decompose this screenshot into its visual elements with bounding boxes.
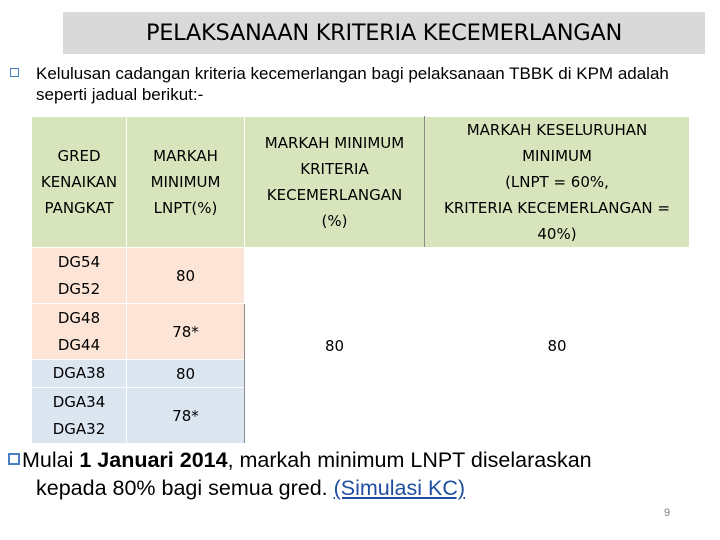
grade-label: DG48 (57, 308, 101, 327)
simulasi-kc-link[interactable]: (Simulasi KC) (333, 476, 466, 500)
grade-label: DGA38 (52, 364, 106, 382)
header-line: PANGKAT (44, 199, 114, 217)
grade-label: DG44 (57, 335, 101, 354)
header-markah-kriteria (245, 117, 425, 248)
footer-line-2 (36, 474, 713, 502)
intro-text: Kelulusan cadangan kriteria kecemerlangan bagi pelaksanaan TBBK di KPM adalah seperti jadual berikut:- (36, 64, 669, 104)
header-line: 40%) (537, 225, 577, 243)
footer-middle: , markah minimum LNPT diselaraskan (227, 448, 592, 472)
page-number: 9 (664, 507, 671, 519)
footer-bullet (8, 446, 713, 502)
lnpt-cell: 78* (127, 304, 245, 360)
header-line: MINIMUM (522, 147, 592, 165)
grade-cell (32, 248, 127, 304)
header-line: KECEMERLANGAN (266, 186, 403, 204)
grade-label: DG52 (57, 279, 101, 298)
slide-title (63, 12, 705, 54)
header-line: KENAIKAN (40, 173, 118, 191)
keseluruhan-cell: 80 (425, 248, 690, 444)
header-line: MARKAH KESELURUHAN (466, 121, 648, 139)
header-line: KRITERIA KECEMERLANGAN = (444, 199, 670, 217)
grade-cell (32, 304, 127, 360)
kriteria-cell: 80 (245, 248, 425, 444)
header-line: GRED (57, 147, 101, 165)
header-line: (LNPT = 60%, (505, 173, 609, 191)
footer-line2-text: kepada 80% bagi semua gred. (36, 476, 334, 500)
lnpt-cell: 78* (127, 388, 245, 444)
header-markah-lnpt (127, 117, 245, 248)
footer-prefix: Mulai (22, 448, 80, 472)
criteria-table (31, 116, 690, 444)
lnpt-cell: 80 (127, 360, 245, 388)
header-markah-keseluruhan (425, 117, 690, 248)
footer-date: 1 Januari 2014 (79, 448, 228, 472)
header-line: MARKAH (153, 147, 218, 165)
grade-label: DGA34 (52, 392, 106, 411)
header-line: MARKAH MINIMUM (264, 134, 405, 152)
grade-cell (32, 360, 127, 388)
square-bullet-icon (8, 453, 20, 465)
slide-title-text: PELAKSANAAN KRITERIA KECEMERLANGAN (146, 20, 622, 46)
grade-label: DG54 (57, 252, 101, 271)
footer-line-1 (22, 446, 713, 474)
grade-cell (32, 388, 127, 444)
header-line: LNPT(%) (153, 199, 218, 217)
square-bullet-icon (10, 68, 19, 77)
header-gred (32, 117, 127, 248)
header-line: (%) (321, 212, 348, 230)
lnpt-cell: 80 (127, 248, 245, 304)
header-line: MINIMUM (150, 173, 221, 191)
header-line: KRITERIA (300, 160, 369, 178)
grade-label: DGA32 (52, 419, 106, 438)
